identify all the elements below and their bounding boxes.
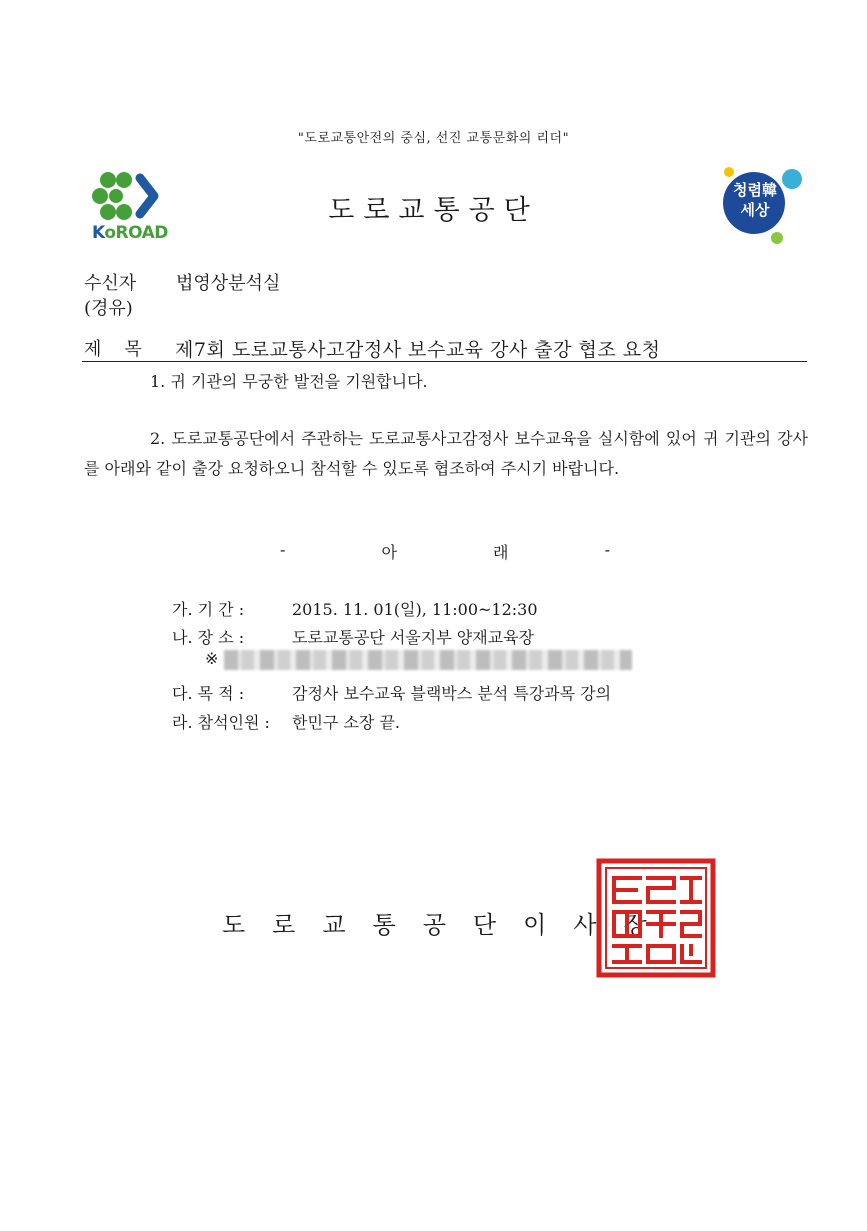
- item-period-key: 가. 기 간 :: [172, 600, 245, 619]
- via-label: (경유): [84, 298, 133, 319]
- item-purpose: [172, 681, 611, 704]
- paragraph-1: 1. 귀 기관의 무궁한 발전을 기원합니다.: [150, 372, 428, 391]
- item-place: [172, 625, 534, 648]
- notice-char-rae: 래: [493, 543, 509, 562]
- item-attendee-value: 한민구 소장 끝.: [292, 713, 400, 732]
- redacted-note: [205, 649, 632, 670]
- notice-dash-left: -: [280, 540, 286, 559]
- item-purpose-key: 다. 목 적 :: [172, 684, 245, 703]
- item-place-value: 도로교통공단 서울지부 양재교육장: [292, 628, 535, 647]
- item-period-value: 2015. 11. 01(일), 11:00~12:30: [292, 600, 538, 619]
- recipient-value: 법영상분석실: [176, 273, 281, 294]
- motto: "도로교통안전의 중심, 선진 교통문화의 리더": [297, 131, 570, 146]
- item-attendee-key: 라. 참석인원 :: [172, 713, 270, 732]
- notice-heading: [280, 540, 610, 563]
- paragraph-2: 2. 도로교통공단에서 주관하는 도로교통사고감정사 보수교육을 실시함에 있어 귀 기관의 강사를 아래와 같이 출강 요청하오니 참석할 수 있도록 협조하여 주시기 바랍니다.: [84, 429, 808, 478]
- recipient-label: 수신자: [84, 273, 137, 294]
- subject-divider: [82, 361, 807, 362]
- official-seal-stamp-icon: [596, 858, 716, 978]
- subject-value: 제7회 도로교통사고감정사 보수교육 강사 출강 협조 요청: [175, 339, 661, 361]
- subject-label: 제목: [84, 339, 165, 360]
- redacted-text-block: [224, 650, 632, 670]
- official-seal: [596, 858, 716, 978]
- integrity-logo: [720, 163, 810, 249]
- notice-dash-right: -: [604, 540, 610, 559]
- koroad-logo-text: KoROAD: [92, 223, 168, 243]
- item-period: [172, 597, 538, 620]
- item-purpose-value: 감정사 보수교육 블랙박스 분석 특강과목 강의: [292, 684, 612, 703]
- item-attendee: [172, 710, 400, 733]
- notice-char-a: 아: [381, 543, 397, 562]
- note-mark: ※: [205, 649, 219, 668]
- signature-line: 도로교통공단이사장: [222, 911, 674, 939]
- organization-title: 도로교통공단: [328, 195, 539, 226]
- item-place-key: 나. 장 소 :: [172, 628, 245, 647]
- integrity-logo-text: 청렴韓 세상: [733, 181, 777, 219]
